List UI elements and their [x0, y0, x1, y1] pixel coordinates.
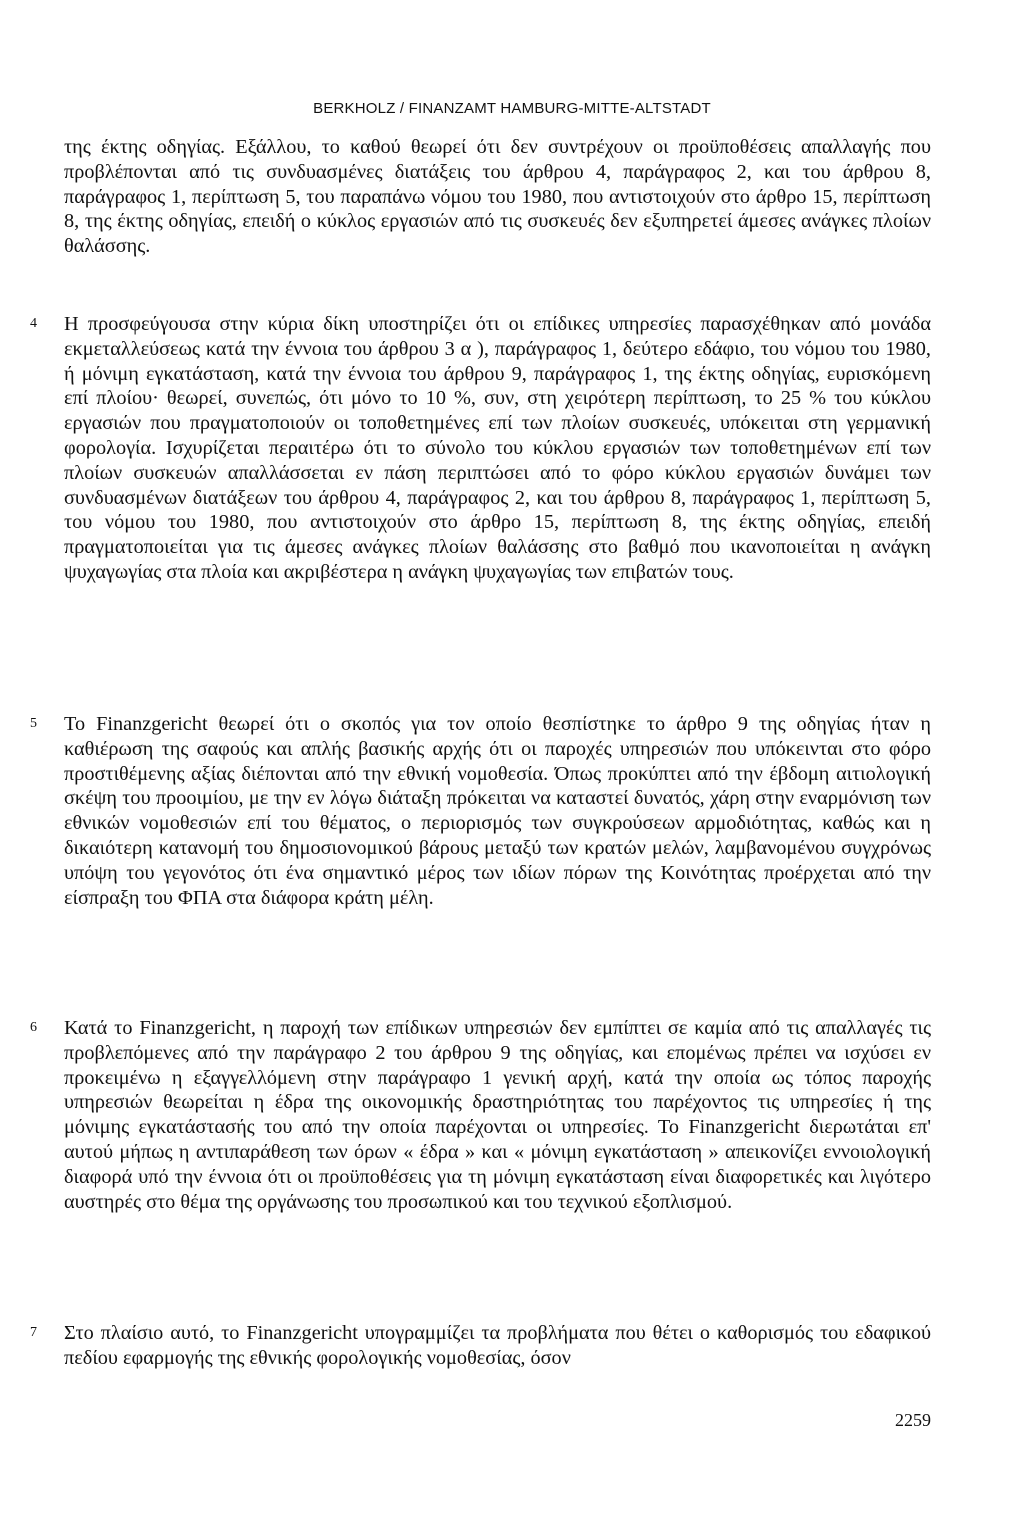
paragraph-7: Στο πλαίσιο αυτό, το Finanzgericht υπογραμμίζει τα προβλήματα που θέτει ο καθορισμός του εδαφικού πεδίου εφαρμογής της εθνικής φορολογικής νομοθεσίας, όσον [64, 1322, 931, 1369]
paragraph-6: Κατά το Finanzgericht, η παροχή των επίδικων υπηρεσιών δεν εμπίπτει σε καμία από τις απαλλαγές τις προβλεπόμενες από την παράγραφο 2 του άρθρου 9 της οδηγίας, και επομένως πρέπει να ισχύσει εν προκειμένω η εξαγγελλόμενη στην παράγραφο 1 γενική αρχή, κατά την οποία ως τόπος παροχής υπηρεσιών θεωρείται η έδρα της οικονομικής δραστηριότητας του παρέχοντος τις υπηρεσίες ή της μόνιμης εγκατάστασής του από την οποία παρέχονται οι υπηρεσίες. Το Finanzgericht διερωτάται επ' αυτού μήπως η αντιπαράθεση των όρων « έδρα » και « μόνιμη εγκατάσταση » απεικονίζει εννοιολογική διαφορά υπό την έννοια ότι οι προϋποθέσεις για τη μόνιμη εγκατάσταση είναι διαφορετικές και λιγότερο αυστηρές στο θέμα της οργάνωσης του προσωπικού και του τεχνικού εξοπλισμού. [64, 1017, 931, 1213]
paragraph-number-4: 4 [30, 316, 37, 331]
paragraph-5: Το Finanzgericht θεωρεί ότι ο σκοπός για τον οποίο θεσπίστηκε το άρθρο 9 της οδηγίας ήταν η καθιέρωση της σαφούς και απλής βασικής αρχής ότι οι παροχές υπηρεσιών που υπόκεινται στο φόρο προστιθέμενης αξίας διέπονται από την εθνική νομοθεσία. Όπως προκύπτει από την έβδομη αιτιολογική σκέψη του προοιμίου, με την εν λόγω διάταξη πρόκειται να καταστεί δυνατός, χάρη στην εναρμόνιση των εθνικών νομοθεσιών επί του θέματος, ο περιορισμός των συγκρούσεων αρμοδιότητας, καθώς και η δικαιότερη κατανομή του δημοσιονομικού βάρους μεταξύ των κρατών μελών, λαμβανομένου συγχρόνως υπόψη του γεγονότος ότι ένα σημαντικό μέρος των ιδίων πόρων της Κοινότητας προέρχεται από την είσπραξη του ΦΠΑ στα διάφορα κράτη μέλη. [64, 713, 931, 909]
running-head: BERKHOLZ / FINANZAMT HAMBURG-MITTE-ALTSTADT [313, 100, 711, 117]
paragraph-number-5: 5 [30, 716, 37, 731]
paragraph-number-7: 7 [30, 1325, 37, 1340]
paragraph-4: Η προσφεύγουσα στην κύρια δίκη υποστηρίζει ότι οι επίδικες υπηρεσίες παρασχέθηκαν από μονάδα εκμεταλλεύσεως κατά την έννοια του άρθρου 3 α ), παράγραφος 1, δεύτερο εδάφιο, του νόμου του 1980, ή μόνιμη εγκατάσταση, κατά την έννοια του άρθρου 9, παράγραφος 1, της έκτης οδηγίας, ευρισκόμενη επί πλοίου· θεωρεί, συνεπώς, ότι μόνο το 10 %, συν, στη χειρότερη περίπτωση, το 25 % του κύκλου εργασιών που πραγματοποιούν οι τοποθετημένες επί των πλοίων συσκευές, υπόκειται στη γερμανική φορολογία. Ισχυρίζεται περαιτέρω ότι το σύνολο του κύκλου εργασιών των τοποθετημένων επί των πλοίων συσκευών απαλλάσσεται εν πάση περιπτώσει από το φόρο κύκλου εργασιών δυνάμει των συνδυασμένων διατάξεων του άρθρου 4, παράγραφος 2, και του άρθρου 8, παράγραφος 1, περίπτωση 5, του νόμου του 1980, που αντιστοιχούν στο άρθρο 15, περίπτωση 8, της έκτης οδηγίας, επειδή πραγματοποιείται για τις άμεσες ανάγκες πλοίων θαλάσσης στο βαθμό που ικανοποιείται η ανάγκη ψυχαγωγίας στα πλοία και ακριβέστερα η ανάγκη ψυχαγωγίας των επιβατών τους. [64, 313, 931, 583]
paragraph-continuation: της έκτης οδηγίας. Εξάλλου, το καθού θεωρεί ότι δεν συντρέχουν οι προϋποθέσεις απαλλαγής που προβλέπονται από τις συνδυασμένες διατάξεις του άρθρου 4, παράγραφος 2, και του άρθρου 8, παράγραφος 1, περίπτωση 5, του παραπάνω νόμου του 1980, που αντιστοιχούν στο άρθρο 15, περίπτωση 8, της έκτης οδηγίας, επειδή ο κύκλος εργασιών από τις συσκευές δεν εξυπηρετεί άμεσες ανάγκες πλοίων θαλάσσης. [64, 136, 931, 258]
paragraph-number-6: 6 [30, 1020, 37, 1035]
page-number: 2259 [895, 1410, 931, 1430]
